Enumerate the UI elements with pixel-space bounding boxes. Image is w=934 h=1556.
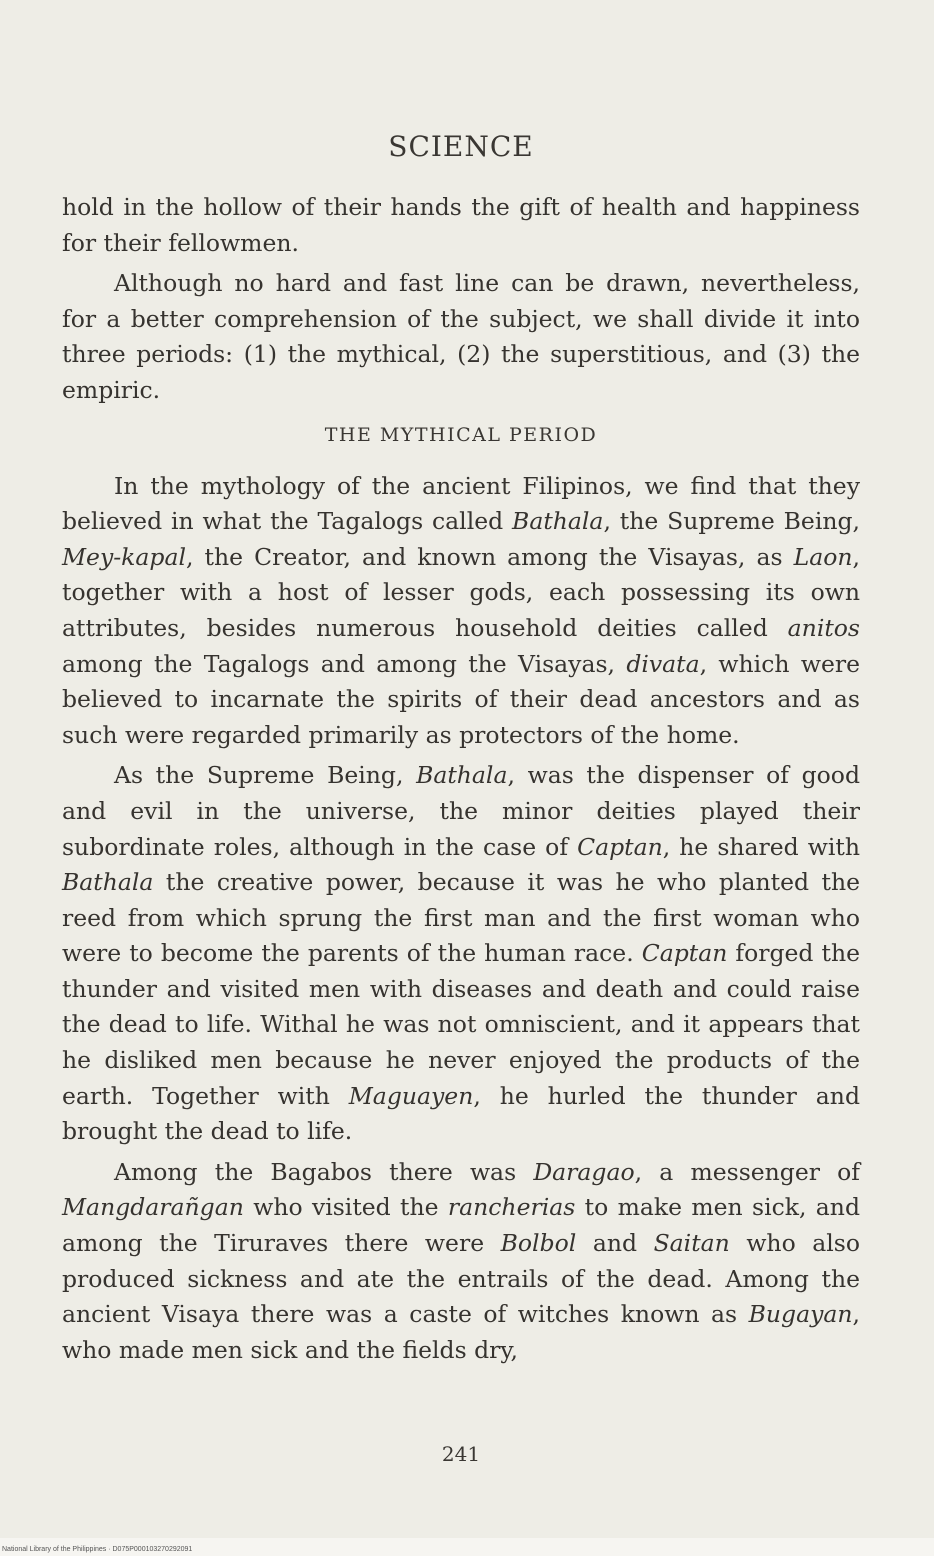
text-body <box>62 190 860 1368</box>
section-heading: THE MYTHICAL PERIOD <box>324 423 598 446</box>
library-credit: National Library of the Philippines · D075P000103270292091 <box>2 1546 193 1553</box>
running-title: SCIENCE <box>388 130 534 163</box>
paragraph-bagabos: Among the Bagabos there was Daragao, a messenger of Mangdarañgan who visited the rancherias to make men sick, and among the Tiruraves there were Bolbol and Saitan who also produced sickness and ate the entrails of the dead. Among the ancient Visaya there was a caste of witches known as Bugayan, who made men sick and the fields dry, <box>62 1157 860 1364</box>
footer-bar <box>0 1538 934 1556</box>
paragraph-continuation: hold in the hollow of their hands the gift of health and happiness for their fellowmen. <box>62 193 860 257</box>
paragraph-periods: Although no hard and fast line can be drawn, nevertheless, for a better comprehension of the subject, we shall divide it into three periods: (1) the mythical, (2) the superstitious, and (3) the empiric. <box>62 269 860 404</box>
paragraph-mythology: In the mythology of the ancient Filipinos, we find that they believed in what the Tagalogs called Bathala, the Supreme Being, Mey-kapal, the Creator, and known among the Visayas, as Laon, together with a host of lesser gods, each possessing its own attributes, besides numerous household deities called anitos among the Tagalogs and among the Visayas, divata, which were believed to incarnate the spirits of their dead ancestors and as such were regarded primarily as protectors of the home. <box>62 471 860 749</box>
page-number: 241 <box>441 1442 481 1466</box>
paragraph-supreme-being: As the Supreme Being, Bathala, was the dispenser of good and evil in the universe, the minor deities played their subordinate roles, although in the case of Captan, he shared with Bathala the creative power, because it was he who planted the reed from which sprung the first man and the first woman who were to become the parents of the human race. Captan forged the thunder and visited men with diseases and death and could raise the dead to life. Withal he was not omniscient, and it appears that he disliked men because he never enjoyed the products of the earth. Together with Maguayen, he hurled the thunder and brought the dead to life. <box>62 761 861 1146</box>
